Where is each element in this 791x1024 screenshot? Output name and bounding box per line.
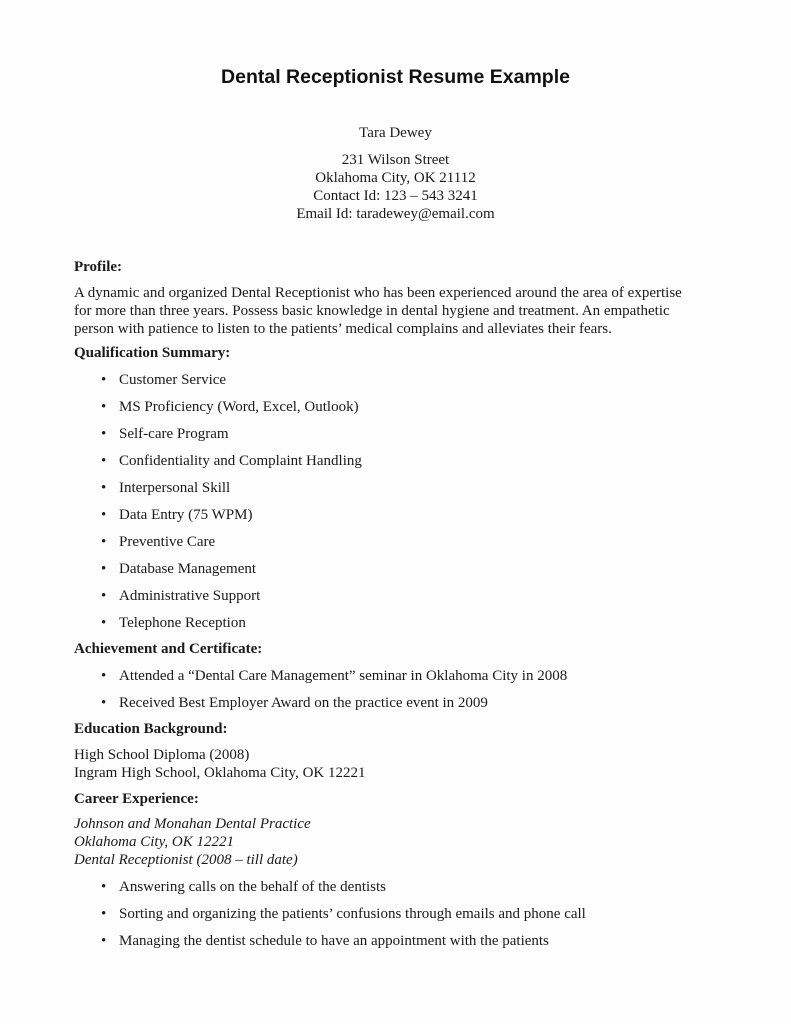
bullet-icon: • (101, 933, 107, 949)
bullet-icon: • (101, 372, 107, 388)
city-state-zip: Oklahoma City, OK 21112 (315, 170, 476, 186)
bullet-icon: • (101, 695, 107, 711)
profile-paragraph (74, 284, 734, 338)
phone-number: Contact Id: 123 – 543 3241 (313, 188, 478, 204)
education-line: High School Diploma (2008) (74, 747, 250, 763)
bullet-icon: • (101, 480, 107, 496)
profile-line: A dynamic and organized Dental Receptionist who has been experienced around the area of expertise (74, 285, 682, 301)
bullet-icon: • (101, 668, 107, 684)
bullet-icon: • (101, 906, 107, 922)
employer-location: Oklahoma City, OK 12221 (74, 834, 234, 850)
resume-title: Dental Receptionist Resume Example (221, 66, 570, 88)
qualification-summary-heading: Qualification Summary: (74, 345, 231, 361)
bullet-icon: • (101, 534, 107, 550)
education-heading: Education Background: (74, 721, 228, 737)
applicant-name: Tara Dewey (359, 125, 432, 141)
education-line: Ingram High School, Oklahoma City, OK 12221 (74, 765, 366, 781)
bullet-icon: • (101, 588, 107, 604)
email-address: Email Id: taradewey@email.com (296, 206, 495, 222)
profile-line: for more than three years. Possess basic knowledge in dental hygiene and treatment. An empathetic (74, 303, 670, 319)
bullet-icon: • (101, 507, 107, 523)
profile-heading: Profile: (74, 259, 123, 275)
bullet-icon: • (101, 399, 107, 415)
contact-block (0, 151, 791, 223)
employer-name: Johnson and Monahan Dental Practice (74, 816, 311, 832)
bullet-icon: • (101, 615, 107, 631)
career-experience-heading: Career Experience: (74, 791, 199, 807)
profile-line: person with patience to listen to the patients’ medical complains and alleviates their fears. (74, 321, 612, 337)
street-address: 231 Wilson Street (341, 152, 450, 168)
education-details (74, 746, 734, 782)
bullet-icon: • (101, 879, 107, 895)
employer-details (74, 815, 734, 869)
job-title: Dental Receptionist (2008 – till date) (74, 852, 298, 868)
bullet-icon: • (101, 426, 107, 442)
achievement-heading: Achievement and Certificate: (74, 641, 263, 657)
bullet-icon: • (101, 561, 107, 577)
resume-page: Dental Receptionist Resume Example Tara Dewey 231 Wilson Street Oklahoma City, OK 21112 Contact Id: 123 – 543 3241 Email Id: taradewey@email.com Profile: A dynamic and organized Dental Receptionist who has been experienced around the area of expertise for more than three years. Possess basic knowledge in dental hygiene and treatment. An empathetic person with patience to listen to the patients’ medical complains and alleviates their fears. Qualification Summary: • Customer Service • MS Proficiency (Word, Excel, Outlook) • Self-care Program • Confidentiality and Complaint Handling • Interpersonal Skill • Data Entry (75 WPM) • Preventive Care • Database Management • Administrative Support • Telephone Reception Achievement and Certificate: • Attended a “Dental Care Management” seminar in Oklahoma City in 2008 • Received Best Employer Award on the practice event in 2009 Education Background: High School Diploma (2008) Ingram High School, Oklahoma City, OK 12221 Career Experience: Johnson and Monahan Dental Practice Oklahoma City, OK 12221 Dental Receptionist (2008 – till date) • Answering calls on the behalf of the dentists • Sorting and organizing the patients’ confusions through emails and phone call • Managing the dentist schedule to have an appointment with the patients (0, 0, 791, 1024)
bullet-icon: • (101, 453, 107, 469)
